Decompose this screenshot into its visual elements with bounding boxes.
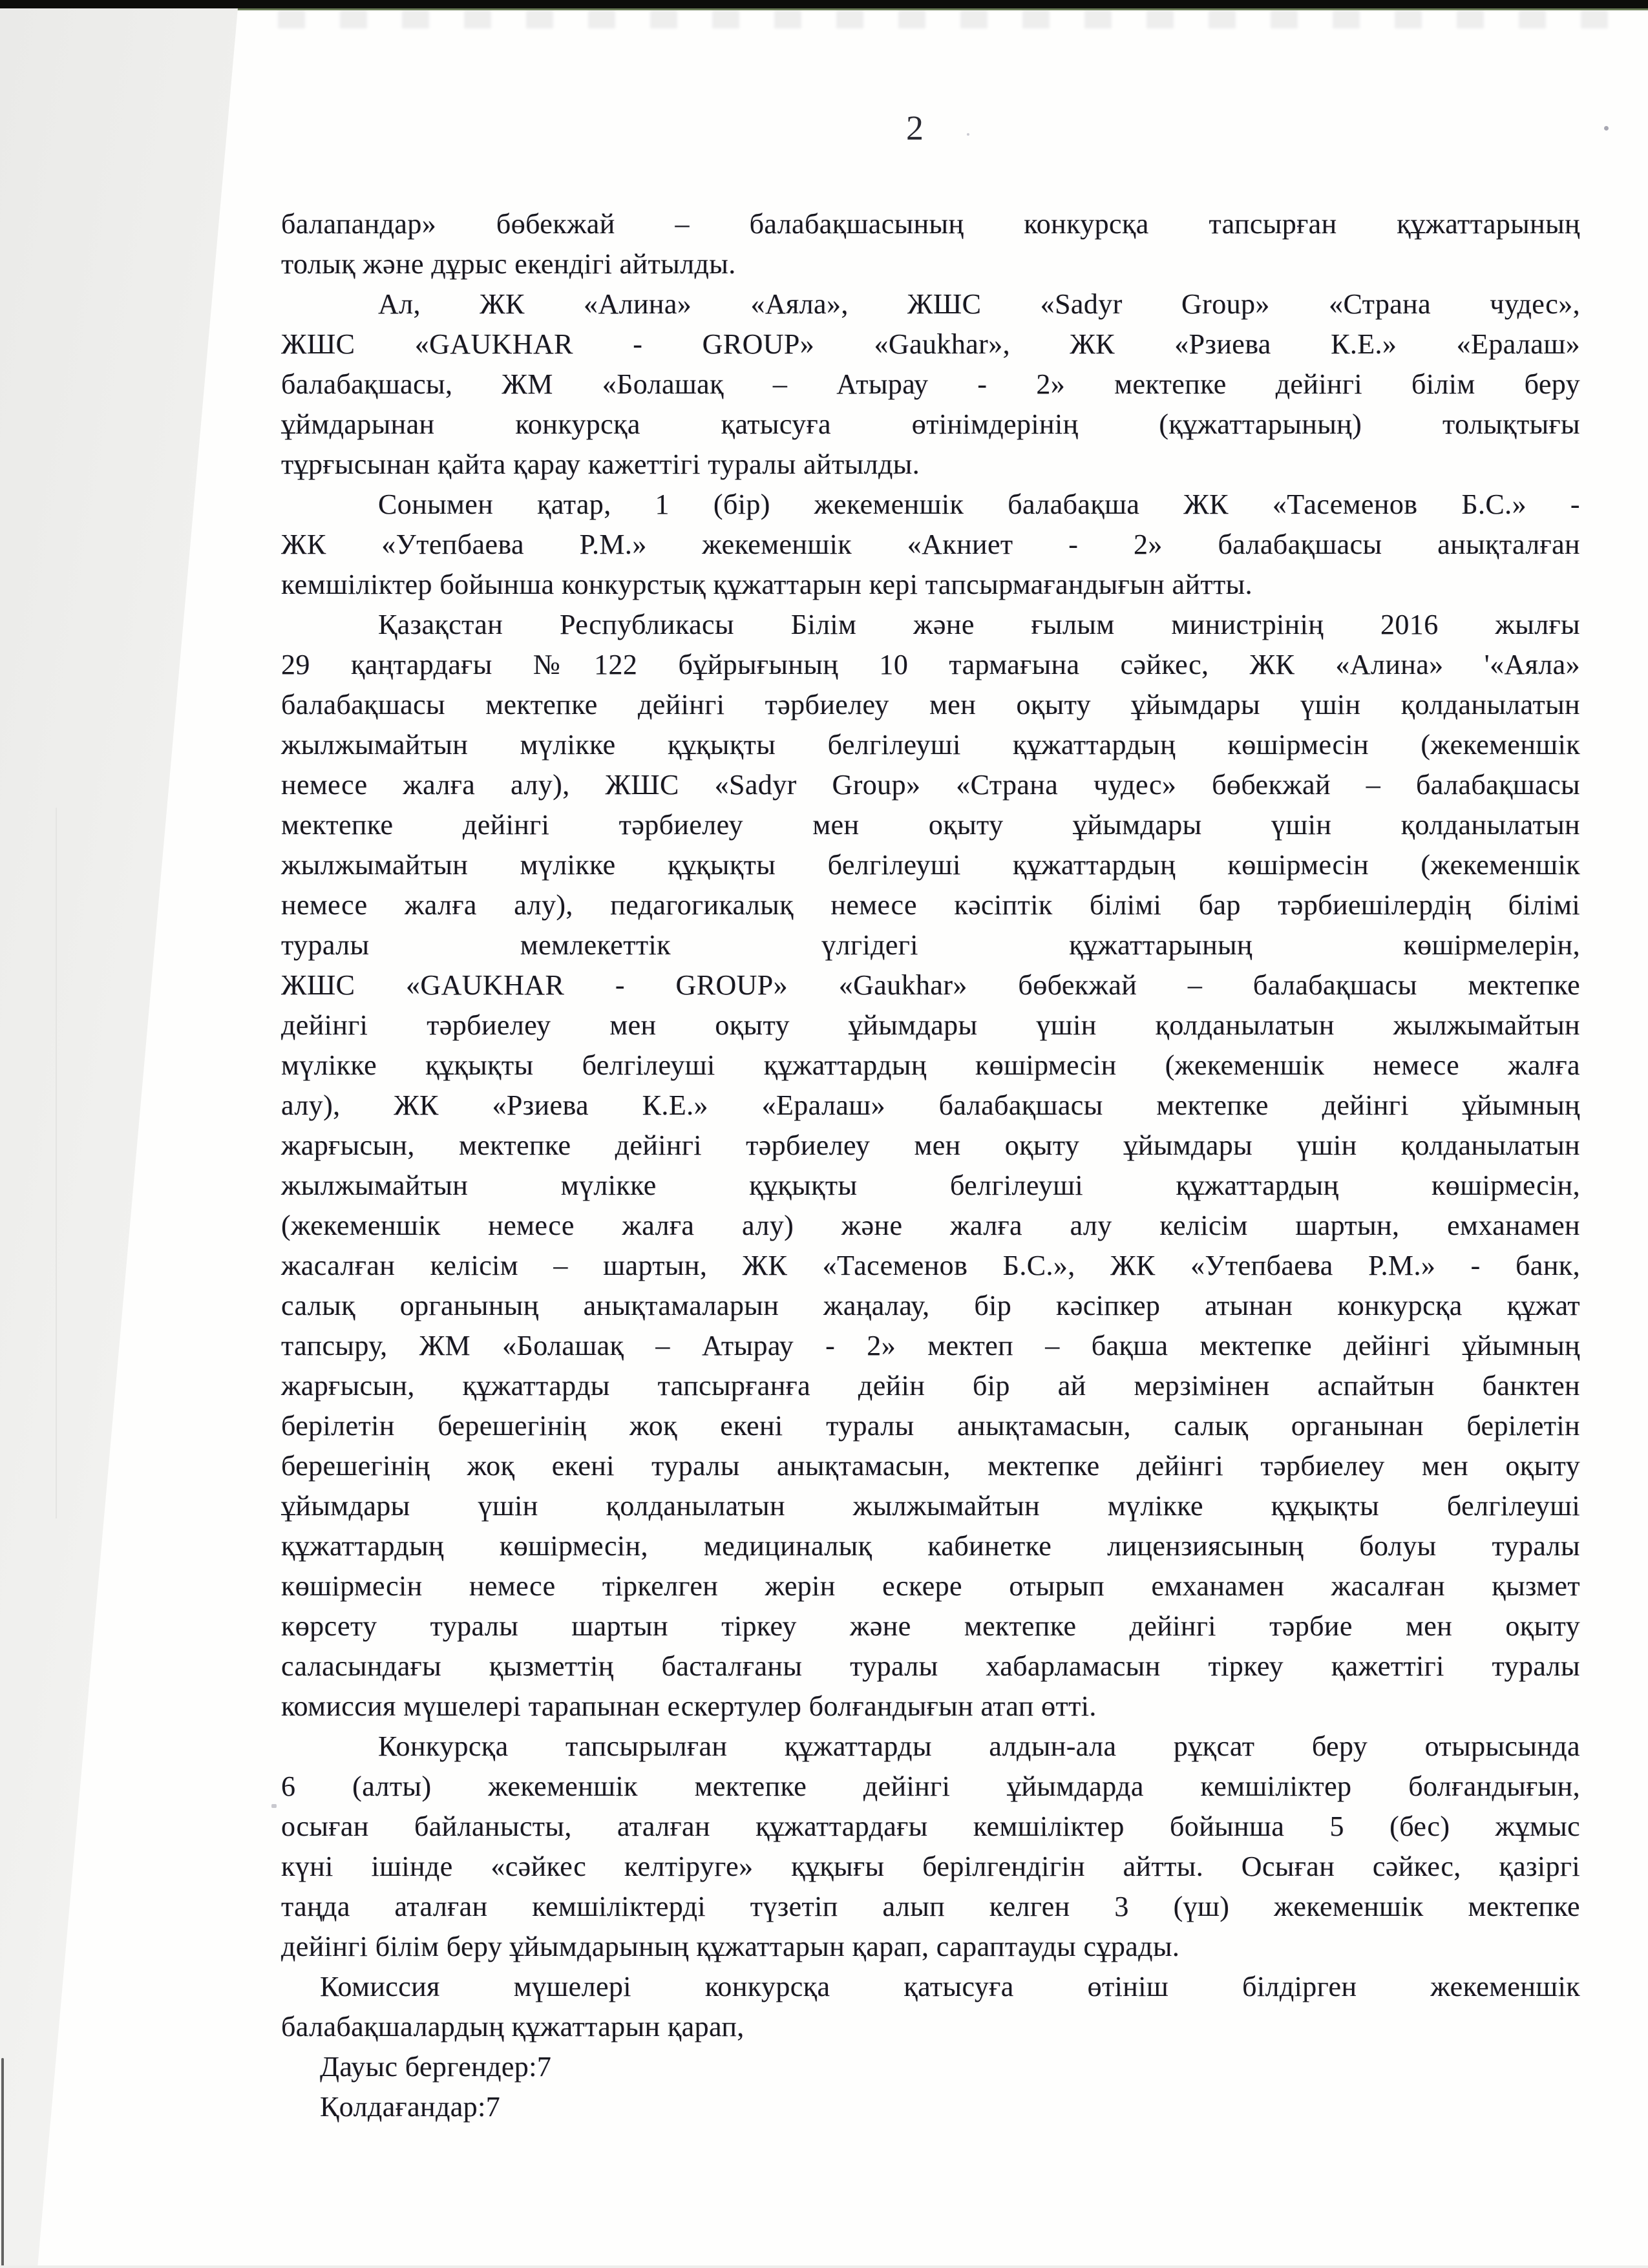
text-line: дейінгі тәрбиелеу мен оқыту ұйымдары үшін қолданылатын жылжымайтын <box>281 1009 1580 1041</box>
text-line: немесе жалға алу), ЖШС «Sadyr Group» «Страна чудес» бөбекжай – балабақшасы <box>281 769 1580 801</box>
text-line: алу), ЖК «Рзиева К.Е.» «Ералаш» балабақшасы мектепке дейінгі ұйымның <box>281 1089 1580 1121</box>
document-body <box>281 204 1580 2127</box>
text-line: жылжымайтын мүлікке құқықты белгілеуші құжаттардың көшірмесін (жекеменшік <box>281 849 1580 881</box>
text-line: саласындағы қызметтің басталғаны туралы хабарламасын тіркеу қажеттігі туралы <box>281 1650 1580 1682</box>
text-line: жылжымайтын мүлікке құқықты белгілеуші құжаттардың көшірмесін (жекеменшік <box>281 729 1580 761</box>
scanner-left-edge-artifact <box>1 2058 4 2268</box>
text-line: мүлікке құқықты белгілеуші құжаттардың көшірмесін (жекеменшік немесе жалға <box>281 1049 1580 1081</box>
text-line: комиссия мүшелері тарапынан ескертулер болғандығын атап өтті. <box>281 1690 1097 1722</box>
paragraph <box>281 284 1580 485</box>
paragraph <box>281 1967 1580 2047</box>
text-line: Комиссия мүшелері конкурсқа қатысуға өтініш білдірген жекеменшік <box>320 1971 1580 2002</box>
text-line: көрсету туралы шартын тіркеу және мектепке дейінгі тәрбие мен оқыту <box>281 1610 1580 1642</box>
text-line: Дауыс бергендер:7 <box>320 2051 552 2083</box>
text-line: немесе жалға алу), педагогикалық немесе кәсіптік білімі бар тәрбиешілердің білімі <box>281 889 1580 921</box>
text-line: Сонымен қатар, 1 (бір) жекеменшік балабақша ЖК «Тасеменов Б.С.» - <box>378 488 1580 520</box>
text-line: ЖШС «GAUKHAR - GROUP» «Gaukhar» бөбекжай – балабақшасы мектепке <box>281 969 1580 1001</box>
text-line: жарғысын, мектепке дейінгі тәрбиелеу мен оқыту ұйымдары үшін қолданылатын <box>281 1129 1580 1161</box>
text-line: осыған байланысты, аталған құжаттардағы кемшіліктер бойынша 5 (бес) жұмыс <box>281 1811 1580 1842</box>
text-line: күні ішінде «сәйкес келтіруге» құқығы берілгендігін айтты. Осыған сәйкес, қазіргі <box>281 1851 1580 1882</box>
scan-speck <box>271 1804 277 1808</box>
paragraph <box>281 2047 1580 2087</box>
text-line: салық органының анықтамаларын жаңалау, бір кәсіпкер атынан конкурсқа құжат <box>281 1290 1580 1321</box>
paragraph <box>281 1727 1580 1967</box>
paragraph <box>281 204 1580 284</box>
text-line: балабақшасы, ЖМ «Болашақ – Атырау - 2» мектепке дейінгі білім беру <box>281 368 1580 400</box>
paragraph <box>281 605 1580 1727</box>
text-line: туралы мемлекеттік үлгідегі құжаттарының көшірмелерін, <box>281 929 1580 961</box>
text-line: 6 (алты) жекеменшік мектепке дейінгі ұйымдарда кемшіліктер болғандығын, <box>281 1770 1580 1802</box>
text-line: ЖШС «GAUKHAR - GROUP» «Gaukhar», ЖК «Рзиева К.Е.» «Ералаш» <box>281 328 1580 360</box>
scanner-bottom-edge-artifact <box>0 2265 1648 2268</box>
scanner-top-edge-artifact <box>0 0 1648 8</box>
text-line: Ал, ЖК «Алина» «Аяла», ЖШС «Sadyr Group» «Страна чудес», <box>378 288 1580 320</box>
text-line: 29 қаңтардағы №122 бұйрығының 10 тармағына сәйкес, ЖК «Алина» '«Аяла» <box>281 649 1580 680</box>
text-line: таңда аталған кемшіліктерді түзетіп алып келген 3 (үш) жекеменшік мектепке <box>281 1891 1580 1922</box>
text-line: балабақшалардың құжаттарын қарап, <box>281 2011 745 2042</box>
page-number: 2 <box>906 109 924 147</box>
text-line: Қазақстан Республикасы Білім және ғылым министрінің 2016 жылғы <box>378 609 1580 640</box>
text-line: дейінгі білім беру ұйымдарының құжаттарын қарап, сараптауды сұрады. <box>281 1931 1180 1962</box>
text-line: балабақшасы мектепке дейінгі тәрбиелеу мен оқыту ұйымдары үшін қолданылатын <box>281 689 1580 720</box>
text-line: жарғысын, құжаттарды тапсырғанға дейін бір ай мерзімінен аспайтын банктен <box>281 1370 1580 1402</box>
text-line: (жекеменшік немесе жалға алу) және жалға алу келісім шартын, емханамен <box>281 1210 1580 1241</box>
paper-crease-line <box>56 808 57 1518</box>
text-line: кемшіліктер бойынша конкурстық құжаттарын кері тапсырмағандығын айтты. <box>281 569 1253 600</box>
scan-noise-band <box>278 10 1629 28</box>
text-line: берілетін берешегінің жоқ екені туралы анықтамасын, салық органынан берілетін <box>281 1410 1580 1442</box>
text-line: берешегінің жоқ екені туралы анықтамасын, мектепке дейінгі тәрбиелеу мен оқыту <box>281 1450 1580 1482</box>
text-line: тұрғысынан қайта қарау кажеттігі туралы айтылды. <box>281 448 920 480</box>
paragraph <box>281 2087 1580 2127</box>
text-line: жылжымайтын мүлікке құқықты белгілеуші құжаттардың көшірмесін, <box>281 1170 1580 1201</box>
text-line: тапсыру, ЖМ «Болашақ – Атырау - 2» мектеп – бақша мектепке дейінгі ұйымның <box>281 1330 1580 1361</box>
text-line: ұймдарынан конкурсқа қатысуға өтінімдерінің (құжаттарының) толықтығы <box>281 408 1580 440</box>
paragraph <box>281 485 1580 605</box>
text-line: Конкурсқа тапсырылған құжаттарды алдын-ала рұқсат беру отырысында <box>378 1730 1580 1762</box>
text-line: Қолдағандар:7 <box>320 2091 501 2123</box>
page-fold-edge <box>0 8 259 2268</box>
text-line: балапандар» бөбекжай – балабақшасының конкурсқа тапсырған құжаттарының <box>281 208 1580 240</box>
text-line: көшірмесін немесе тіркелген жерін ескере отырып емханамен жасалған қызмет <box>281 1570 1580 1602</box>
text-line: ЖК «Утепбаева Р.М.» жекеменшік «Акниет - 2» балабақшасы анықталған <box>281 529 1580 560</box>
scan-speck <box>1604 126 1609 131</box>
text-line: жасалған келісім – шартын, ЖК «Тасеменов Б.С.», ЖК «Утепбаева Р.М.» - банк, <box>281 1250 1580 1281</box>
scan-speck <box>967 133 969 136</box>
text-line: мектепке дейінгі тәрбиелеу мен оқыту ұйымдары үшін қолданылатын <box>281 809 1580 841</box>
text-line: құжаттардың көшірмесін, медициналық кабинетке лицензиясының болуы туралы <box>281 1530 1580 1562</box>
text-line: толық және дұрыс екендігі айтылды. <box>281 248 736 280</box>
text-line: ұйымдары үшін қолданылатын жылжымайтын мүлікке құқықты белгілеуші <box>281 1490 1580 1522</box>
